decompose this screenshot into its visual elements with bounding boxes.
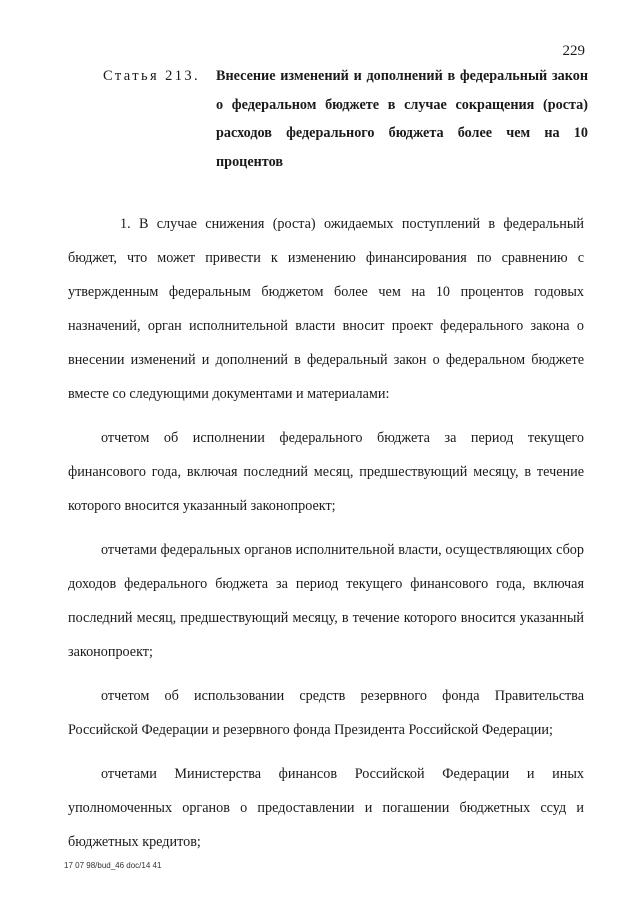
article-title: Внесение изменений и дополнений в федеральный закон о федеральном бюджете в случае сокращения (роста) расходов федерального бюджета более чем на 10 процентов	[216, 68, 588, 170]
article-body	[68, 207, 584, 859]
list-item-ministry-finance: отчетами Министерства финансов Российской Федерации и иных уполномоченных органов о предоставлении и погашении бюджетных ссуд и бюджетных кредитов;	[68, 766, 584, 850]
list-item-report-execution: отчетом об исполнении федерального бюджета за период текущего финансового года, включая последний месяц, предшествующий месяцу, в течение которого вносится указанный законопроект;	[68, 430, 584, 514]
paragraph-1: 1. В случае снижения (роста) ожидаемых поступлений в федеральный бюджет, что может привести к изменению финансирования по сравнению с утвержденным федеральным бюджетом более чем на 10 процентов годовых назначений, орган исполнительной власти вносит проект федерального закона о внесении изменений и дополнений в федеральный закон о федеральном бюджете вместе со следующими документами и материалами:	[68, 216, 584, 402]
footer-file-stamp: 17 07 98/bud_46 doc/14 41	[64, 861, 162, 870]
list-item-reserve-fund: отчетом об использовании средств резервного фонда Правительства Российской Федерации и резервного фонда Президента Российской Федерации;	[68, 688, 584, 738]
list-item-reports-federal-bodies: отчетами федеральных органов исполнительной власти, осуществляющих сбор доходов федерального бюджета за период текущего финансового года, включая последний месяц, предшествующий месяцу, в течение которого вносится указанный законопроект;	[68, 542, 584, 660]
article-header	[103, 62, 593, 176]
article-label: Статья 213.	[103, 68, 201, 84]
page-number: 229	[562, 43, 585, 59]
